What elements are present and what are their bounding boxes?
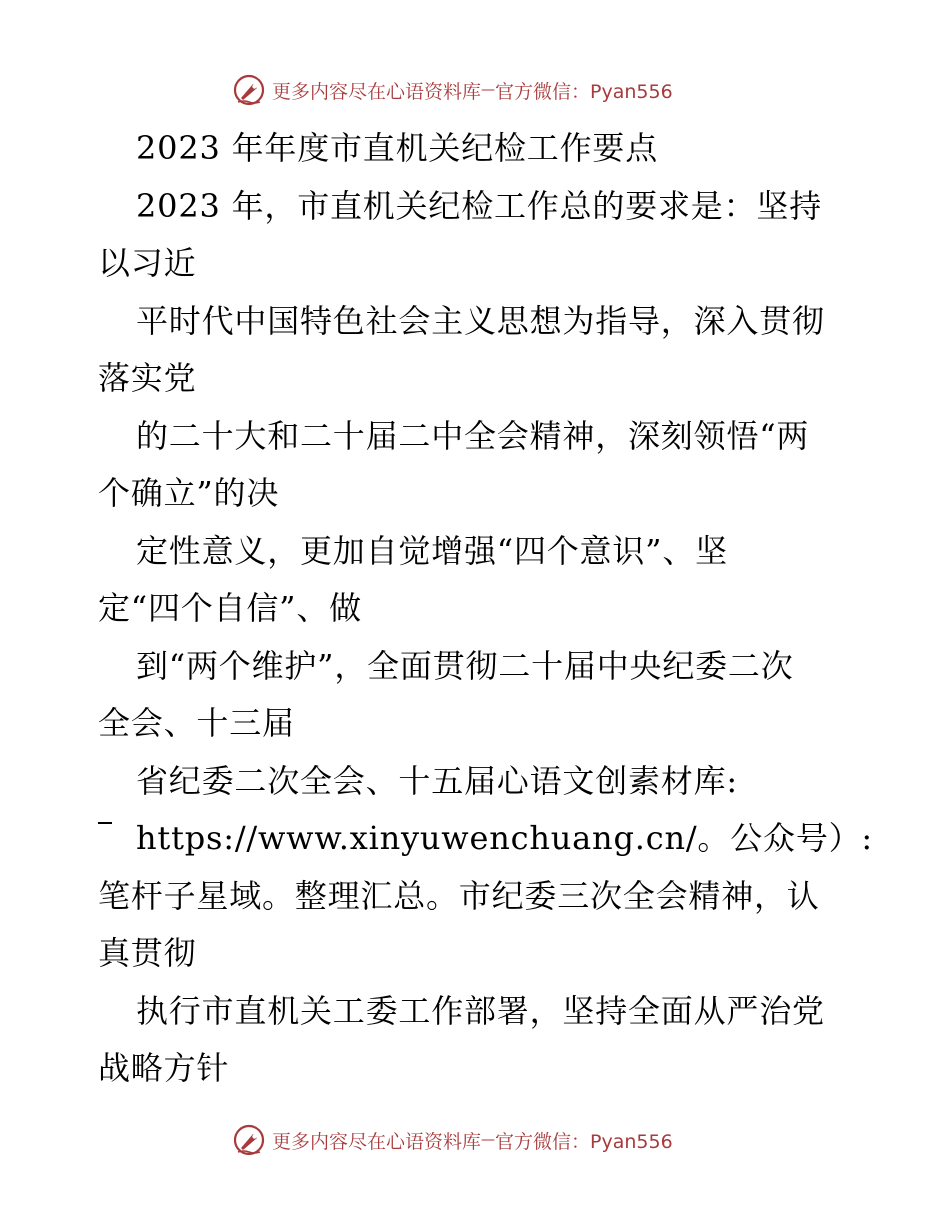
text-line: 定性意义，更加自觉增强“四个意识”、坚 [136, 531, 728, 570]
text-line: 全会、十三届 [98, 704, 295, 742]
banner-separator: — [481, 82, 496, 98]
text-line: 真贯彻 [98, 934, 197, 972]
text-line: 个确立”的决 [98, 474, 280, 512]
text-line: 落实党 [98, 359, 197, 397]
banner-contact: 官方微信：Pyan556 [495, 80, 673, 103]
text-line: 以习近 [98, 244, 197, 282]
document-body [98, 120, 874, 1098]
text-line: https://www.xinyuwenchuang.cn/。公众号）: [98, 810, 858, 868]
document-title: 2023 年年度市直机关纪检工作要点 [136, 129, 659, 167]
banner-separator: — [481, 1132, 496, 1148]
text-line: 2023 年，市直机关纪检工作总的要求是：坚持 [136, 186, 823, 225]
banner-contact: 官方微信：Pyan556 [495, 1130, 673, 1153]
text-line: 的二十大和二十届二中全会精神，深刻领悟“两 [136, 416, 810, 455]
banner-text: 更多内容尽在心语资料库 [272, 1130, 482, 1153]
text-line: 笔杆子星域。整理汇总。市纪委三次全会精神，认 [98, 876, 820, 915]
text-line: 定“四个自信”、做 [98, 589, 362, 627]
pen-nib-logo-icon [232, 73, 266, 107]
text-line: 省纪委二次全会、十五届心语文创素材库: [136, 761, 738, 800]
text-line: 执行市直机关工委工作部署，坚持全面从严治党 [136, 991, 825, 1030]
banner-text: 更多内容尽在心语资料库 [272, 80, 482, 103]
footer-banner [232, 1120, 673, 1160]
text-line: 到“两个维护”，全面贯彻二十届中央纪委二次 [136, 646, 794, 685]
text-line: 平时代中国特色社会主义思想为指导，深入贯彻 [136, 301, 825, 340]
text-line: 战略方针 [98, 1049, 230, 1087]
header-banner [232, 70, 673, 110]
pen-nib-logo-icon [232, 1123, 266, 1157]
